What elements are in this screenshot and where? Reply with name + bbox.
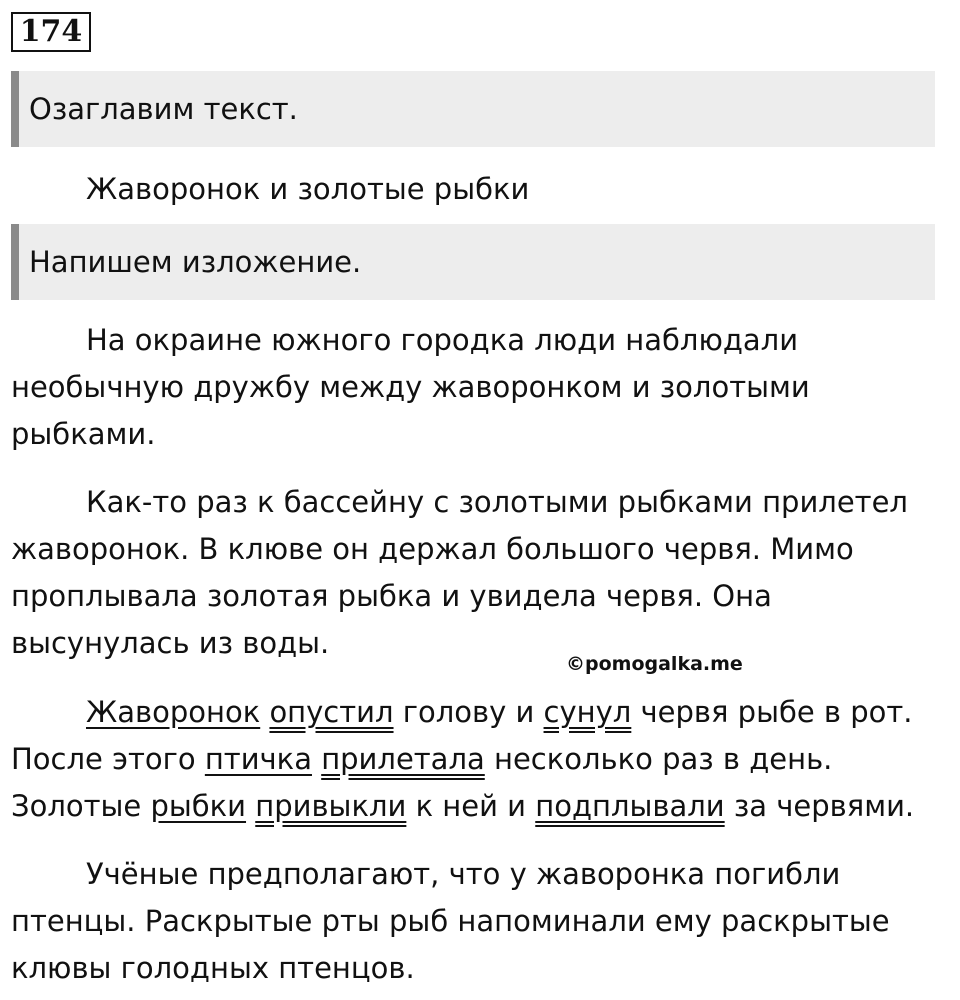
predicate-word: опустил	[269, 695, 394, 729]
predicate-word: прилетала	[321, 742, 485, 776]
subject-word: рыбки	[150, 789, 247, 823]
predicate-word: подплывали	[535, 789, 725, 823]
paragraph-4: Учёные предполагают, что у жаворонка погибли птенцы. Раскрытые рты рыб напоминали ему раскрытые клювы голодных птенцов.	[11, 857, 890, 985]
watermark: ©pomogalka.me	[566, 653, 743, 675]
text-segment	[312, 742, 321, 776]
text-title: Жаворонок и золотые рыбки	[86, 172, 530, 206]
text-segment: за червями.	[724, 789, 915, 823]
paragraph-1: На окраине южного городка люди наблюдали необычную дружбу между жаворонком и золотыми рыбками.	[11, 323, 810, 451]
text-segment: несколько раз в день. Золотые	[11, 742, 833, 823]
predicate-word: сунул	[543, 695, 632, 729]
paragraph-2: Как-то раз к бассейну с золотыми рыбками прилетел жаворонок. В клюве он держал большого червя. Мимо проплывала золотая рыбка и увидела червя. Она высунулась из воды.	[11, 485, 908, 660]
text-segment	[246, 789, 255, 823]
subject-word: Жаворонок	[86, 695, 261, 729]
task-number: 174	[11, 12, 91, 52]
predicate-word: привыкли	[255, 789, 407, 823]
task-heading-exposition: Напишем изложение.	[11, 224, 935, 300]
text-segment: голову и	[393, 695, 544, 729]
subject-word: птичка	[204, 742, 312, 776]
paragraph-3	[11, 689, 936, 830]
text-segment: червя рыбе в рот. После этого	[11, 695, 913, 776]
task-heading-title: Озаглавим текст.	[11, 71, 935, 147]
text-segment: к ней и	[406, 789, 536, 823]
